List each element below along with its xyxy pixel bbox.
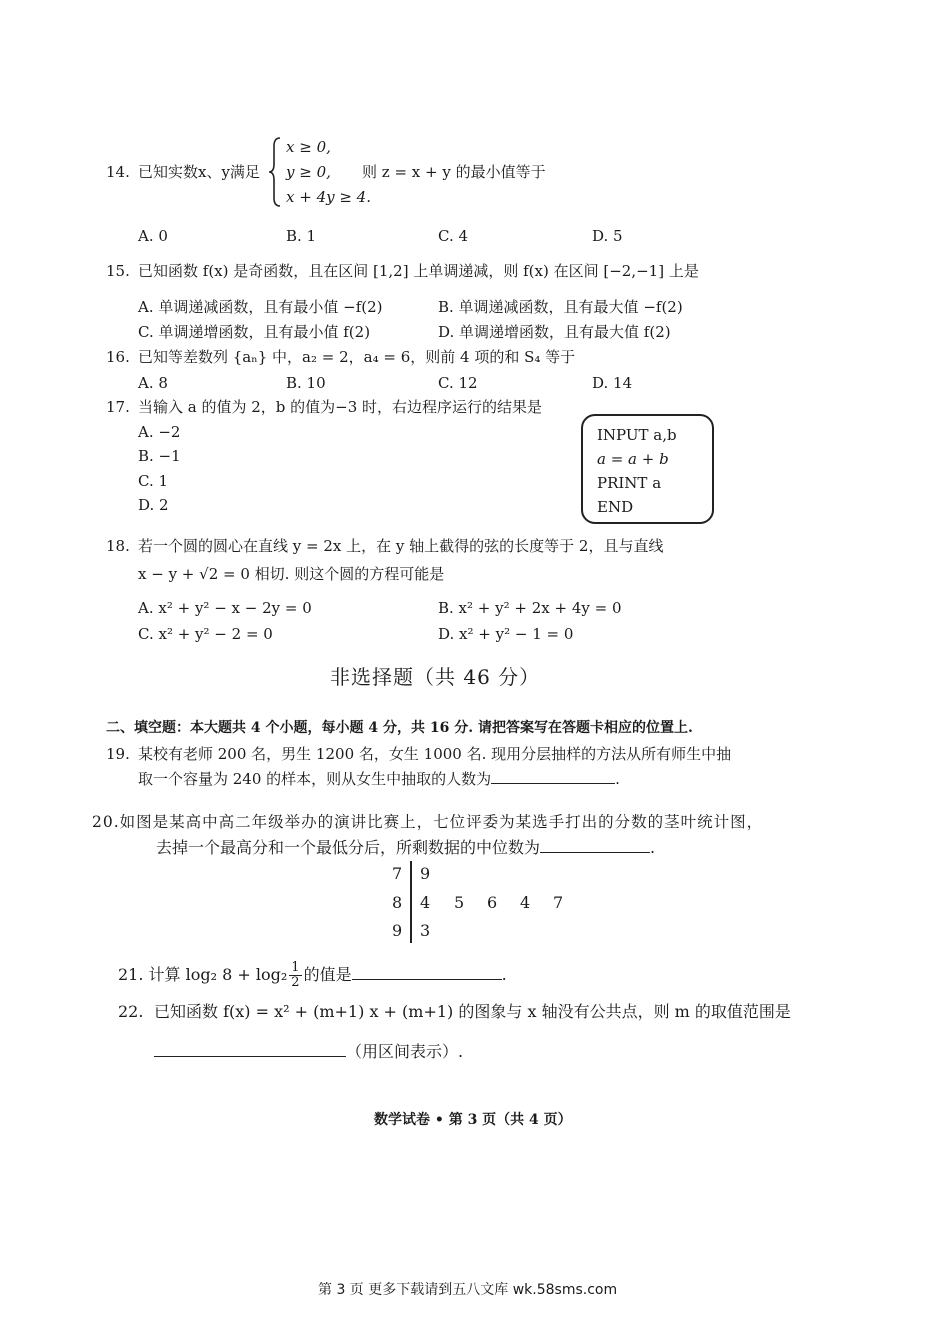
q21-line — [118, 958, 507, 992]
q17-option-d: D. 2 — [138, 496, 169, 514]
stem-row-3: 9 — [392, 921, 403, 940]
q19-line2 — [138, 769, 620, 789]
q14-option-b: B. 1 — [286, 227, 317, 245]
q18-option-a: A. x² + y² − x − 2y = 0 — [138, 599, 312, 617]
q22-tail: （用区间表示）. — [346, 1042, 464, 1061]
q17-option-c: C. 1 — [138, 472, 169, 490]
program-line-4: END — [597, 498, 634, 516]
q21-frac-num: 1 — [291, 960, 300, 975]
download-note: 第 3 页 更多下载请到五八文库 wk.58sms.com — [318, 1282, 618, 1298]
q16-number: 16. — [106, 348, 130, 366]
stem-row-2: 8 — [392, 893, 403, 912]
q19-answer-blank[interactable] — [491, 783, 615, 784]
q18-text-line1: 若一个圆的圆心在直线 y = 2x 上，在 y 轴上截得的弦的长度等于 2，且与直线 — [138, 537, 664, 555]
q16-option-a: A. 8 — [138, 374, 168, 392]
q14-tail: 则 z = x + y 的最小值等于 — [362, 163, 546, 181]
program-box — [581, 414, 714, 524]
q22-line2 — [154, 1042, 463, 1062]
leaf-2-1: 4 — [420, 893, 431, 912]
q14-option-a: A. 0 — [138, 227, 168, 245]
q15-text: 已知函数 f(x) 是奇函数，且在区间 [1,2] 上单调递减，则 f(x) 在区间 [−2,−1] 上是 — [138, 262, 699, 280]
q21-post: 的值是 — [303, 965, 352, 984]
q14-number: 14. — [106, 163, 130, 181]
q17-text: 当输入 a 的值为 2，b 的值为−3 时，右边程序运行的结果是 — [138, 398, 543, 416]
q17-option-a: A. −2 — [138, 423, 181, 441]
q20-end: . — [650, 838, 656, 857]
q21-end: . — [501, 965, 507, 984]
q18-option-d: D. x² + y² − 1 = 0 — [438, 625, 574, 643]
q15-number: 15. — [106, 262, 130, 280]
q15-option-a: A. 单调递减函数，且有最小值 −f(2) — [138, 298, 383, 316]
program-line-1: INPUT a,b — [597, 426, 677, 444]
q16-option-b: B. 10 — [286, 374, 326, 392]
q21-fraction — [289, 961, 301, 990]
q19-line1: 某校有老师 200 名，男生 1200 名，女生 1000 名. 现用分层抽样的方法从所有师生中抽 — [138, 745, 732, 763]
q22-answer-blank[interactable] — [154, 1056, 346, 1057]
q14-option-d: D. 5 — [592, 227, 623, 245]
q19-number: 19. — [106, 745, 130, 763]
leaf-3-1: 3 — [420, 921, 431, 940]
q14-constraint-2: y ≥ 0, — [286, 163, 331, 181]
q21-frac-den: 2 — [291, 975, 300, 990]
leaf-2-5: 7 — [553, 893, 564, 912]
q18-option-c: C. x² + y² − 2 = 0 — [138, 625, 273, 643]
q14-option-c: C. 4 — [438, 227, 469, 245]
q20-line1: 20.如图是某高中高二年级举办的演讲比赛上，七位评委为某选手打出的分数的茎叶统计图， — [92, 813, 764, 831]
q18-text-line2: x − y + √2 = 0 相切. 则这个圆的方程可能是 — [138, 565, 445, 583]
q14-text: 已知实数x、y满足 — [138, 163, 260, 181]
brace-icon — [268, 136, 282, 208]
q18-option-b: B. x² + y² + 2x + 4y = 0 — [438, 599, 622, 617]
q19-end: . — [615, 770, 620, 788]
q18-number: 18. — [106, 537, 130, 555]
leaf-2-2: 5 — [454, 893, 465, 912]
stem-row-1: 7 — [392, 864, 403, 883]
leaf-1-1: 9 — [420, 864, 431, 883]
q16-option-d: D. 14 — [592, 374, 633, 392]
q17-option-b: B. −1 — [138, 447, 181, 465]
stem-divider — [410, 861, 412, 943]
q15-option-c: C. 单调递增函数，且有最小值 f(2) — [138, 323, 371, 341]
leaf-2-3: 6 — [487, 893, 498, 912]
q19-line2-text: 取一个容量为 240 的样本，则从女生中抽取的人数为 — [138, 770, 492, 788]
q20-answer-blank[interactable] — [540, 852, 650, 853]
q20-line2 — [156, 838, 655, 858]
q21-number: 21. — [118, 965, 144, 984]
program-line-3: PRINT a — [597, 474, 662, 492]
leaf-2-4: 4 — [520, 893, 531, 912]
q15-option-b: B. 单调递减函数，且有最大值 −f(2) — [438, 298, 683, 316]
q14-constraint-1: x ≥ 0, — [286, 138, 331, 156]
q20-line2-text: 去掉一个最高分和一个最低分后，所剩数据的中位数为 — [156, 838, 541, 857]
q21-pre: 计算 log₂ 8 + log₂ — [148, 965, 288, 984]
section-title: 非选择题（共 46 分） — [330, 665, 541, 689]
fill-in-header: 二、填空题：本大题共 4 个小题，每小题 4 分，共 16 分. 请把答案写在答题卡相应的位置上. — [106, 720, 693, 736]
program-line-2: a = a + b — [597, 450, 669, 468]
q15-option-d: D. 单调递增函数，且有最大值 f(2) — [438, 323, 671, 341]
page-footer: 数学试卷 • 第 3 页（共 4 页） — [374, 1112, 572, 1128]
q22-number: 22. — [118, 1002, 144, 1021]
q17-number: 17. — [106, 398, 130, 416]
q21-answer-blank[interactable] — [352, 979, 502, 980]
q16-text: 已知等差数列 {aₙ} 中，a₂ = 2，a₄ = 6，则前 4 项的和 S₄ 等于 — [138, 348, 576, 366]
q14-constraint-3: x + 4y ≥ 4. — [286, 188, 371, 206]
q16-option-c: C. 12 — [438, 374, 478, 392]
q22-line1: 已知函数 f(x) = x² + (m+1) x + (m+1) 的图象与 x 轴没有公共点，则 m 的取值范围是 — [154, 1002, 791, 1021]
